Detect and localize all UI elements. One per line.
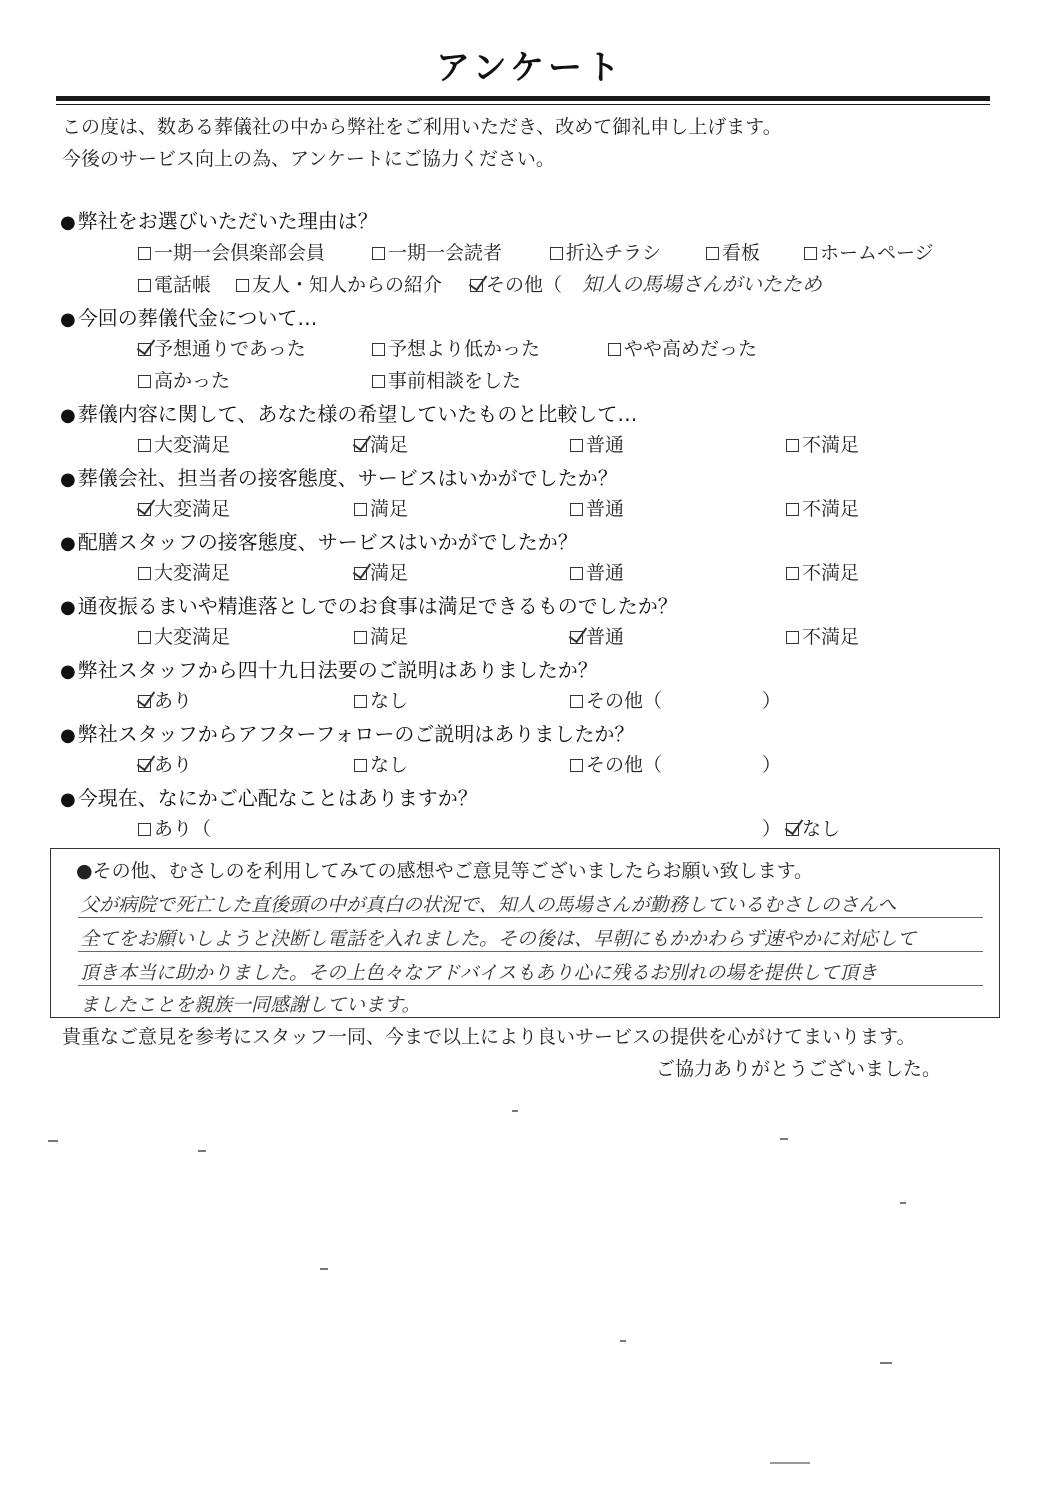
q6-option-normal[interactable]: 普通	[570, 622, 624, 649]
checkbox-checked-icon[interactable]	[138, 343, 151, 356]
comment-line-4: ましたことを親族一同感謝しています。	[80, 994, 421, 1016]
q6-option-dissatisfied[interactable]: 不満足	[786, 622, 859, 649]
checkbox-icon[interactable]	[550, 247, 563, 260]
q1-option-flyer[interactable]: 折込チラシ	[550, 238, 661, 265]
checkbox-icon[interactable]	[138, 279, 151, 292]
q4-option-very-satisfied[interactable]: 大変満足	[138, 494, 230, 521]
checkbox-icon[interactable]	[354, 759, 367, 772]
checkbox-icon[interactable]	[786, 439, 799, 452]
checkbox-icon[interactable]	[786, 631, 799, 644]
q1-option-reader[interactable]: 一期一会読者	[372, 238, 502, 265]
q1-other-handwritten: 知人の馬場さんがいたため	[582, 272, 822, 296]
scan-speck	[48, 1140, 58, 1142]
comment-line-3: 頂き本当に助かりました。その上色々なアドバイスもあり心に残るお別れの場を提供して頂き	[80, 962, 878, 984]
checkbox-checked-icon[interactable]	[786, 823, 799, 836]
q5-option-satisfied[interactable]: 満足	[354, 558, 408, 585]
q6-option-satisfied[interactable]: 満足	[354, 622, 408, 649]
intro-line-2: 今後のサービス向上の為、アンケートにご協力ください。	[62, 148, 555, 170]
q4-option-normal[interactable]: 普通	[570, 494, 624, 521]
comment-title: ●その他、むさしのを利用してみての感想やご意見等ございましたらお願い致します。	[76, 860, 814, 882]
question-1-title: ● 弊社をお選びいただいた理由は？	[60, 209, 378, 233]
question-5-title: ● 配膳スタッフの接客態度、サービスはいかがでしたか？	[60, 530, 578, 554]
question-9-title: ● 今現在、なにかご心配なことはありますか？	[60, 786, 478, 810]
q7-option-yes[interactable]: あり	[138, 686, 192, 713]
scan-speck	[198, 1150, 206, 1152]
q8-other-close: ）	[762, 754, 782, 776]
q2-option-high[interactable]: 高かった	[138, 366, 230, 393]
checkbox-icon[interactable]	[570, 503, 583, 516]
checkbox-icon[interactable]	[786, 567, 799, 580]
question-6-title: ● 通夜振るまいや精進落としでのお食事は満足できるものでしたか？	[60, 594, 678, 618]
checkbox-icon[interactable]	[372, 247, 385, 260]
checkbox-icon[interactable]	[372, 343, 385, 356]
q5-option-dissatisfied[interactable]: 不満足	[786, 558, 859, 585]
scan-speck	[780, 1138, 788, 1140]
checkbox-checked-icon[interactable]	[354, 567, 367, 580]
footer-line-2: ご協力ありがとうございました。	[656, 1058, 942, 1080]
checkbox-checked-icon[interactable]	[570, 631, 583, 644]
scan-speck	[880, 1362, 892, 1364]
checkbox-icon[interactable]	[354, 503, 367, 516]
q7-option-other[interactable]: その他（	[570, 686, 662, 713]
question-7-title: ● 弊社スタッフから四十九日法要のご説明はありましたか？	[60, 658, 598, 682]
q1-option-other[interactable]: その他（	[470, 270, 562, 297]
comment-line-1: 父が病院で死亡した直後頭の中が真白の状況で、知人の馬場さんが勤務しているむさしのさんへ	[80, 894, 897, 916]
comment-line-2: 全てをお願いしようと決断し電話を入れました。その後は、早朝にもかかわらず速やかに対応して	[80, 928, 917, 950]
checkbox-icon[interactable]	[138, 439, 151, 452]
q3-option-satisfied[interactable]: 満足	[354, 430, 408, 457]
q2-option-as-expected[interactable]: 予想通りであった	[138, 334, 306, 361]
q3-option-dissatisfied[interactable]: 不満足	[786, 430, 859, 457]
q1-option-phonebook[interactable]: 電話帳	[138, 270, 211, 297]
scan-speck	[320, 1268, 328, 1270]
q2-option-lower[interactable]: 予想より低かった	[372, 334, 540, 361]
page-title: アンケート	[436, 48, 624, 88]
q2-option-slightly-high[interactable]: やや高めだった	[608, 334, 757, 361]
scan-speck	[770, 1462, 810, 1464]
checkbox-icon[interactable]	[138, 247, 151, 260]
q5-option-normal[interactable]: 普通	[570, 558, 624, 585]
q7-option-no[interactable]: なし	[354, 686, 408, 713]
checkbox-checked-icon[interactable]	[138, 503, 151, 516]
question-8-title: ● 弊社スタッフからアフターフォローのご説明はありましたか？	[60, 722, 635, 746]
checkbox-icon[interactable]	[706, 247, 719, 260]
footer-line-1: 貴重なご意見を参考にスタッフ一同、今まで以上により良いサービスの提供を心がけてまいります。	[62, 1026, 916, 1048]
checkbox-icon[interactable]	[138, 375, 151, 388]
checkbox-icon[interactable]	[570, 439, 583, 452]
q9-yes-close: ）	[762, 818, 782, 840]
checkbox-icon[interactable]	[570, 759, 583, 772]
checkbox-icon[interactable]	[138, 631, 151, 644]
q9-option-yes[interactable]: あり（	[138, 814, 211, 841]
q1-option-referral[interactable]: 友人・知人からの紹介	[236, 270, 442, 297]
checkbox-icon[interactable]	[570, 567, 583, 580]
intro-line-1: この度は、数ある葬儀社の中から弊社をご利用いただき、改めて御礼申し上げます。	[62, 116, 782, 138]
question-3-title: ● 葬儀内容に関して、あなた様の希望していたものと比較して…	[60, 402, 638, 426]
q7-other-close: ）	[762, 690, 782, 712]
q8-option-other[interactable]: その他（	[570, 750, 662, 777]
scan-speck	[512, 1110, 518, 1112]
comment-rule	[78, 917, 983, 918]
checkbox-icon[interactable]	[354, 695, 367, 708]
q4-option-satisfied[interactable]: 満足	[354, 494, 408, 521]
q9-option-no[interactable]: なし	[786, 814, 840, 841]
q3-option-normal[interactable]: 普通	[570, 430, 624, 457]
q4-option-dissatisfied[interactable]: 不満足	[786, 494, 859, 521]
checkbox-icon[interactable]	[138, 823, 151, 836]
q2-option-prior-consult[interactable]: 事前相談をした	[372, 366, 521, 393]
title-rule	[56, 96, 990, 101]
checkbox-icon[interactable]	[138, 567, 151, 580]
q1-option-member[interactable]: 一期一会倶楽部会員	[138, 238, 325, 265]
scan-speck	[900, 1202, 906, 1204]
comment-rule	[78, 985, 983, 986]
question-2-title: ● 今回の葬儀代金について…	[60, 306, 318, 330]
question-4-title: ● 葬儀会社、担当者の接客態度、サービスはいかがでしたか？	[60, 466, 618, 490]
checkbox-icon[interactable]	[236, 279, 249, 292]
checkbox-icon[interactable]	[354, 631, 367, 644]
checkbox-icon[interactable]	[804, 247, 817, 260]
comment-rule	[78, 951, 983, 952]
checkbox-icon[interactable]	[608, 343, 621, 356]
q3-option-very-satisfied[interactable]: 大変満足	[138, 430, 230, 457]
checkbox-icon[interactable]	[372, 375, 385, 388]
checkbox-icon[interactable]	[786, 503, 799, 516]
checkbox-checked-icon[interactable]	[354, 439, 367, 452]
checkbox-checked-icon[interactable]	[470, 279, 483, 292]
checkbox-icon[interactable]	[570, 695, 583, 708]
q1-option-signboard[interactable]: 看板	[706, 238, 760, 265]
q5-option-very-satisfied[interactable]: 大変満足	[138, 558, 230, 585]
title-rule-thin	[56, 104, 990, 105]
scan-speck	[620, 1340, 626, 1342]
checkbox-checked-icon[interactable]	[138, 695, 151, 708]
q1-option-homepage[interactable]: ホームページ	[804, 238, 934, 265]
q8-option-yes[interactable]: あり	[138, 750, 192, 777]
checkbox-checked-icon[interactable]	[138, 759, 151, 772]
q6-option-very-satisfied[interactable]: 大変満足	[138, 622, 230, 649]
q8-option-no[interactable]: なし	[354, 750, 408, 777]
